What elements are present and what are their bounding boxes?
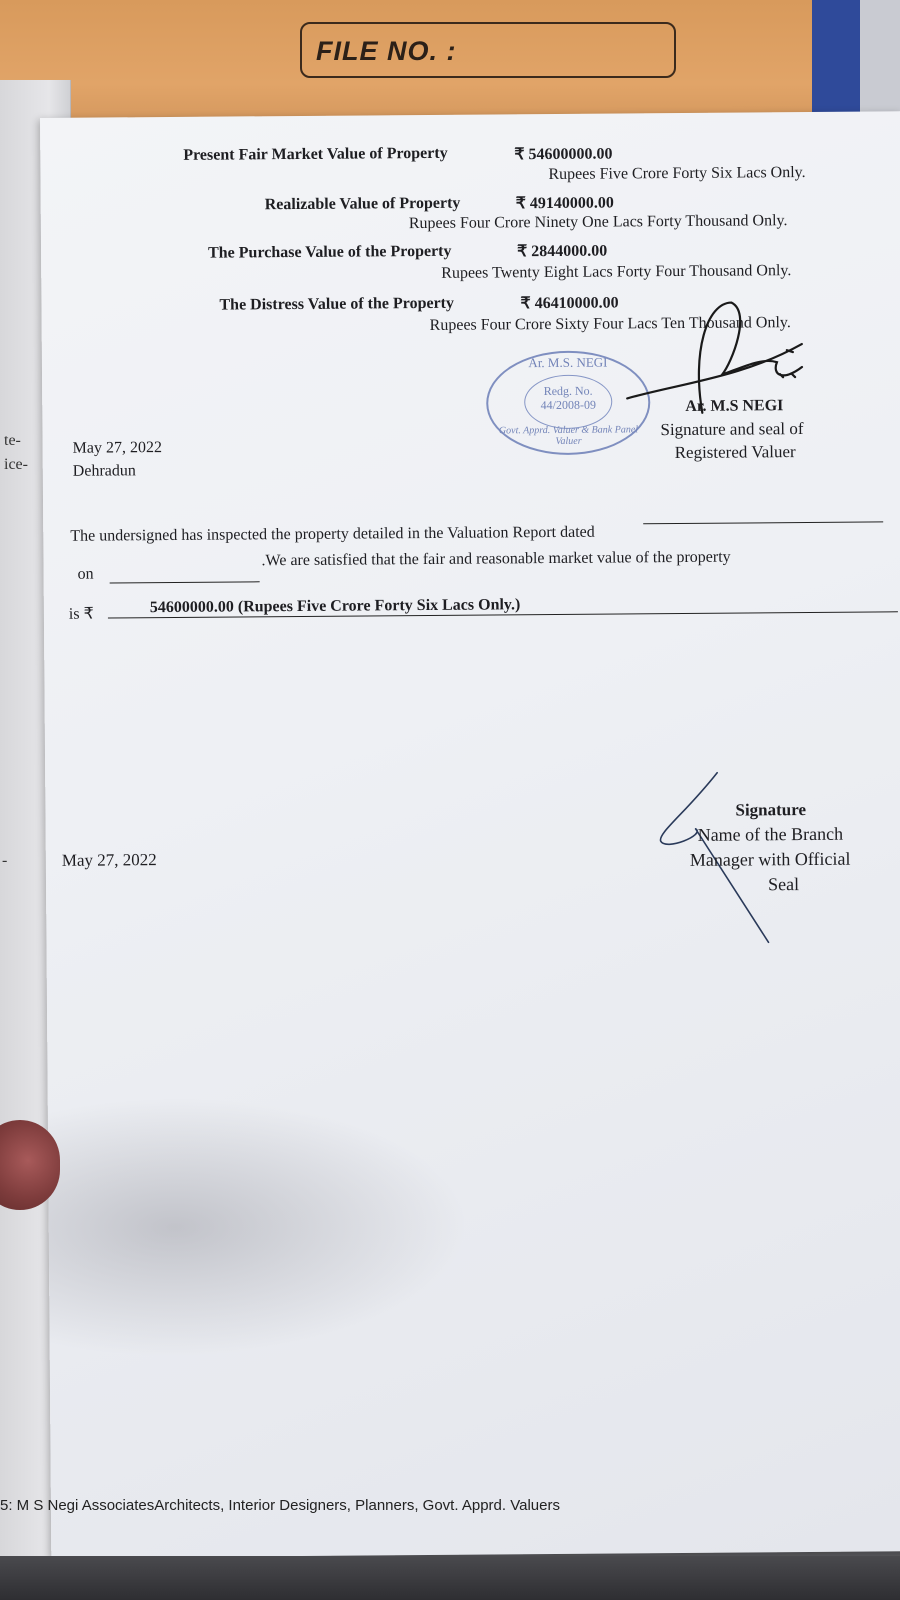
value-words-distress: Rupees Four Crore Sixty Four Lacs Ten Thousand Only. bbox=[429, 314, 791, 334]
signed-place: Dehradun bbox=[72, 462, 136, 480]
value-amount-realizable: ₹ 49140000.00 bbox=[515, 194, 614, 213]
stamp-number: 44/2008-09 bbox=[540, 397, 596, 413]
branch-date: May 27, 2022 bbox=[61, 850, 157, 870]
valuer-stamp bbox=[486, 350, 651, 455]
branch-signature-scribble bbox=[40, 118, 50, 128]
value-label-distress: The Distress Value of the Property bbox=[219, 294, 455, 314]
branch-caption-2: Manager with Official bbox=[689, 848, 851, 870]
value-label-purchase: The Purchase Value of the Property bbox=[208, 242, 452, 262]
statement-line-2: .We are satisfied that the fair and reasonable market value of the property bbox=[261, 548, 731, 570]
margin-text-3: - bbox=[2, 852, 8, 869]
valuer-caption-1: Signature and seal of bbox=[660, 419, 804, 440]
branch-signature-title: Signature bbox=[735, 800, 807, 820]
valuer-caption-2: Registered Valuer bbox=[674, 442, 796, 463]
stamp-inner bbox=[524, 375, 612, 430]
stamp-ring-text: Govt. Apprd. Valuer & Bank Panel Valuer bbox=[498, 424, 639, 447]
branch-caption-1: Name of the Branch bbox=[697, 823, 844, 845]
stamp-name: Ar. M.S. NEGI bbox=[528, 354, 608, 371]
file-no-label: FILE NO. : bbox=[300, 22, 676, 78]
statement-line-1: The undersigned has inspected the property detailed in the Valuation Report dated bbox=[70, 523, 595, 545]
page-shadow bbox=[48, 1095, 470, 1358]
margin-text-1: te- bbox=[4, 432, 21, 449]
value-label-realizable: Realizable Value of Property bbox=[264, 194, 461, 214]
value-words-fair-market: Rupees Five Crore Forty Six Lacs Only. bbox=[548, 163, 806, 184]
valuer-name: Ar. M.S NEGI bbox=[685, 397, 784, 415]
value-label-fair-market: Present Fair Market Value of Property bbox=[183, 144, 448, 164]
statement-on: on bbox=[77, 565, 94, 583]
bottom-edge bbox=[0, 1556, 900, 1600]
value-words-realizable: Rupees Four Crore Ninety One Lacs Forty Thousand Only. bbox=[408, 212, 788, 233]
folder-edge bbox=[812, 0, 860, 130]
document-page bbox=[40, 111, 900, 1558]
value-words-purchase: Rupees Twenty Eight Lacs Forty Four Thousand Only. bbox=[441, 262, 792, 282]
statement-is: is ₹ bbox=[68, 605, 94, 623]
margin-text-2: ice- bbox=[4, 456, 28, 473]
value-amount-purchase: ₹ 2844000.00 bbox=[516, 242, 608, 261]
footer-text: 5: M S Negi AssociatesArchitects, Interior Designers, Planners, Govt. Apprd. Valuers bbox=[0, 1497, 560, 1514]
blank-date-line bbox=[643, 521, 883, 524]
branch-caption-3: Seal bbox=[767, 874, 800, 895]
blank-on-line bbox=[110, 581, 260, 583]
statement-value: 54600000.00 (Rupees Five Crore Forty Six Lacs Only.) bbox=[149, 596, 521, 617]
signed-date: May 27, 2022 bbox=[72, 439, 162, 457]
stamp-regd: Redg. No. bbox=[543, 383, 593, 399]
value-amount-fair-market: ₹ 54600000.00 bbox=[514, 145, 613, 164]
value-amount-distress: ₹ 46410000.00 bbox=[520, 294, 619, 313]
